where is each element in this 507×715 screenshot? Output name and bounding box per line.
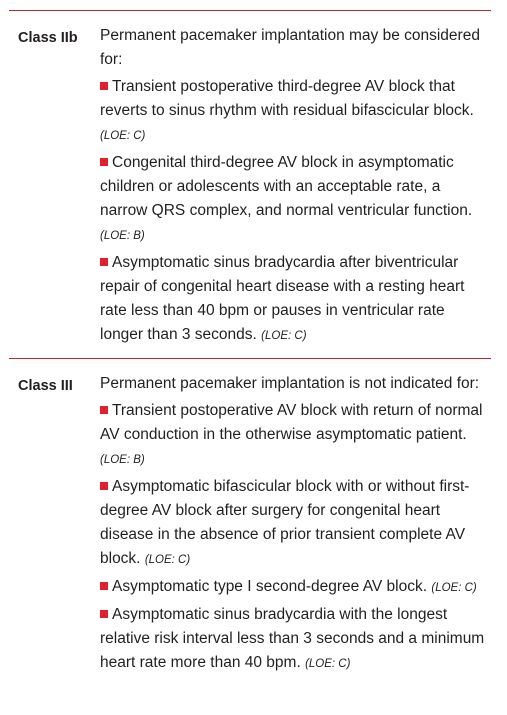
- intro-text: Permanent pacemaker implantation is not indicated for:: [100, 375, 480, 392]
- class-label: Class III: [18, 378, 73, 394]
- level-of-evidence: (LOE: C): [305, 658, 351, 670]
- item-text: Asymptomatic sinus bradycardia after biventricular repair of congenital heart disease with a resting heart rate less than 40 bpm or pauses in ventricular rate longer than 3 seconds.: [100, 254, 465, 343]
- list-item: [100, 399, 492, 472]
- recommendation-content: [100, 372, 492, 679]
- square-bullet-icon: [100, 406, 108, 414]
- item-text: Transient postoperative AV block with return of normal AV conduction in the otherwise asymptomatic patient.: [100, 402, 483, 443]
- level-of-evidence: (LOE: C): [261, 330, 307, 342]
- list-item: [100, 475, 492, 572]
- square-bullet-icon: [100, 158, 108, 166]
- level-of-evidence: (LOE: B): [100, 230, 145, 242]
- intro-text: Permanent pacemaker implantation may be considered for:: [100, 27, 480, 68]
- item-text: Transient postoperative third-degree AV block that reverts to sinus rhythm with residual bifascicular block.: [100, 78, 474, 119]
- list-item: [100, 151, 492, 248]
- list-item: [100, 575, 492, 600]
- square-bullet-icon: [100, 582, 108, 590]
- item-text: Congenital third-degree AV block in asymptomatic children or adolescents with an acceptable rate, a narrow QRS complex, and normal ventricular function.: [100, 154, 473, 219]
- top-rule: [9, 10, 491, 11]
- level-of-evidence: (LOE: C): [431, 582, 477, 594]
- square-bullet-icon: [100, 610, 108, 618]
- list-item: [100, 75, 492, 148]
- class-label: Class IIb: [18, 30, 78, 46]
- level-of-evidence: (LOE: B): [100, 454, 145, 466]
- list-item: [100, 251, 492, 348]
- item-text: Asymptomatic type I second-degree AV block.: [112, 578, 428, 595]
- item-text: Asymptomatic sinus bradycardia with the longest relative risk interval less than 3 seconds and a minimum heart rate more than 40 bpm.: [100, 606, 485, 671]
- square-bullet-icon: [100, 482, 108, 490]
- list-item: [100, 603, 492, 676]
- item-text: Asymptomatic bifascicular block with or without first-degree AV block after surgery for congenital heart disease in the absence of prior transient complete AV block.: [100, 478, 470, 567]
- square-bullet-icon: [100, 82, 108, 90]
- level-of-evidence: (LOE: C): [100, 130, 146, 142]
- level-of-evidence: (LOE: C): [144, 554, 191, 566]
- square-bullet-icon: [100, 258, 108, 266]
- section-divider: [9, 358, 491, 359]
- recommendation-content: [100, 24, 492, 351]
